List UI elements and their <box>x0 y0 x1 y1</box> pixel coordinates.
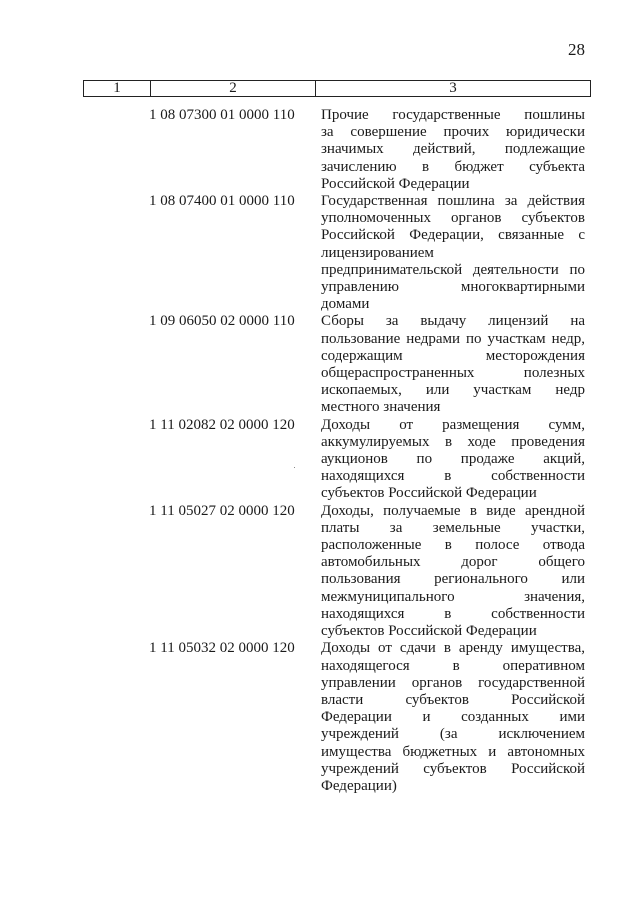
description-line: субъектов Российской Федерации <box>321 623 537 640</box>
description-line: субъектов Российской Федерации <box>321 485 537 502</box>
header-col-3: 3 <box>316 81 591 97</box>
budget-code: 1 11 02082 02 0000 120 <box>149 416 295 433</box>
description-line: домами <box>321 296 370 313</box>
description-line: находящегося в оперативном <box>321 657 585 674</box>
description-line: пользования регионального или <box>321 571 585 588</box>
description-line: находящихся в собственности <box>321 468 585 485</box>
table-row <box>149 503 585 641</box>
description-line: учреждений субъектов Российской <box>321 760 585 777</box>
description-line: власти субъектов Российской <box>321 691 585 708</box>
budget-code: 1 08 07400 01 0000 110 <box>149 193 295 210</box>
scan-speck <box>294 467 295 468</box>
description-line: общераспространенных полезных <box>321 365 585 382</box>
revenue-description <box>321 193 585 313</box>
table-row <box>149 193 585 313</box>
description-line: Сборы за выдачу лицензий на <box>321 313 585 330</box>
page-number: 28 <box>568 40 585 59</box>
description-line: имущества бюджетных и автономных <box>321 743 585 760</box>
description-line: Доходы от сдачи в аренду имущества, <box>321 640 585 657</box>
description-line: Доходы от размещения сумм, <box>321 416 585 433</box>
revenue-description <box>321 417 585 503</box>
description-line: за совершение прочих юридически <box>321 124 585 141</box>
description-line: аккумулируемых в ходе проведения <box>321 433 585 450</box>
description-line: значимых действий, подлежащие <box>321 141 585 158</box>
description-line: содержащим месторождения <box>321 347 585 364</box>
budget-code: 1 09 06050 02 0000 110 <box>149 313 295 330</box>
description-line: зачислению в бюджет субъекта <box>321 158 585 175</box>
table-row <box>149 313 585 416</box>
description-line: Российской Федерации <box>321 175 470 192</box>
table-body <box>149 107 585 795</box>
description-line: находящихся в собственности <box>321 605 585 622</box>
description-line: учреждений (за исключением <box>321 726 585 743</box>
header-col-2: 2 <box>151 81 316 97</box>
description-line: платы за земельные участки, <box>321 519 585 536</box>
revenue-description <box>321 313 585 416</box>
description-line: местного значения <box>321 399 441 416</box>
description-line: Федерации) <box>321 777 397 794</box>
table-row <box>149 417 585 503</box>
description-line: аукционов по продаже акций, <box>321 451 585 468</box>
table-row <box>149 640 585 795</box>
description-line: межмуниципального значения, <box>321 588 585 605</box>
description-line: предпринимательской деятельности по <box>321 261 585 278</box>
table-row <box>149 107 585 193</box>
revenue-description <box>321 107 585 193</box>
description-line: Федерации и созданных ими <box>321 709 585 726</box>
header-row <box>84 81 591 97</box>
budget-code: 1 11 05027 02 0000 120 <box>149 502 295 519</box>
revenue-description <box>321 503 585 641</box>
description-line: Российской Федерации, связанные с <box>321 227 585 244</box>
description-line: ископаемых, или участкам недр <box>321 382 585 399</box>
description-line: управлении органов государственной <box>321 674 585 691</box>
description-line: расположенные в полосе отвода <box>321 537 585 554</box>
budget-code: 1 11 05032 02 0000 120 <box>149 640 295 657</box>
description-line: уполномоченных органов субъектов <box>321 210 585 227</box>
budget-code: 1 08 07300 01 0000 110 <box>149 107 295 123</box>
description-line: лицензированием <box>321 244 434 261</box>
header-col-1: 1 <box>84 81 151 97</box>
description-line: Государственная пошлина за действия <box>321 193 585 210</box>
description-line: автомобильных дорог общего <box>321 554 585 571</box>
table-header <box>83 80 591 97</box>
description-line: Прочие государственные пошлины <box>321 107 585 123</box>
revenue-description <box>321 640 585 795</box>
description-line: управлению многоквартирными <box>321 279 585 296</box>
description-line: пользование недрами по участкам недр, <box>321 330 585 347</box>
description-line: Доходы, получаемые в виде арендной <box>321 502 585 519</box>
